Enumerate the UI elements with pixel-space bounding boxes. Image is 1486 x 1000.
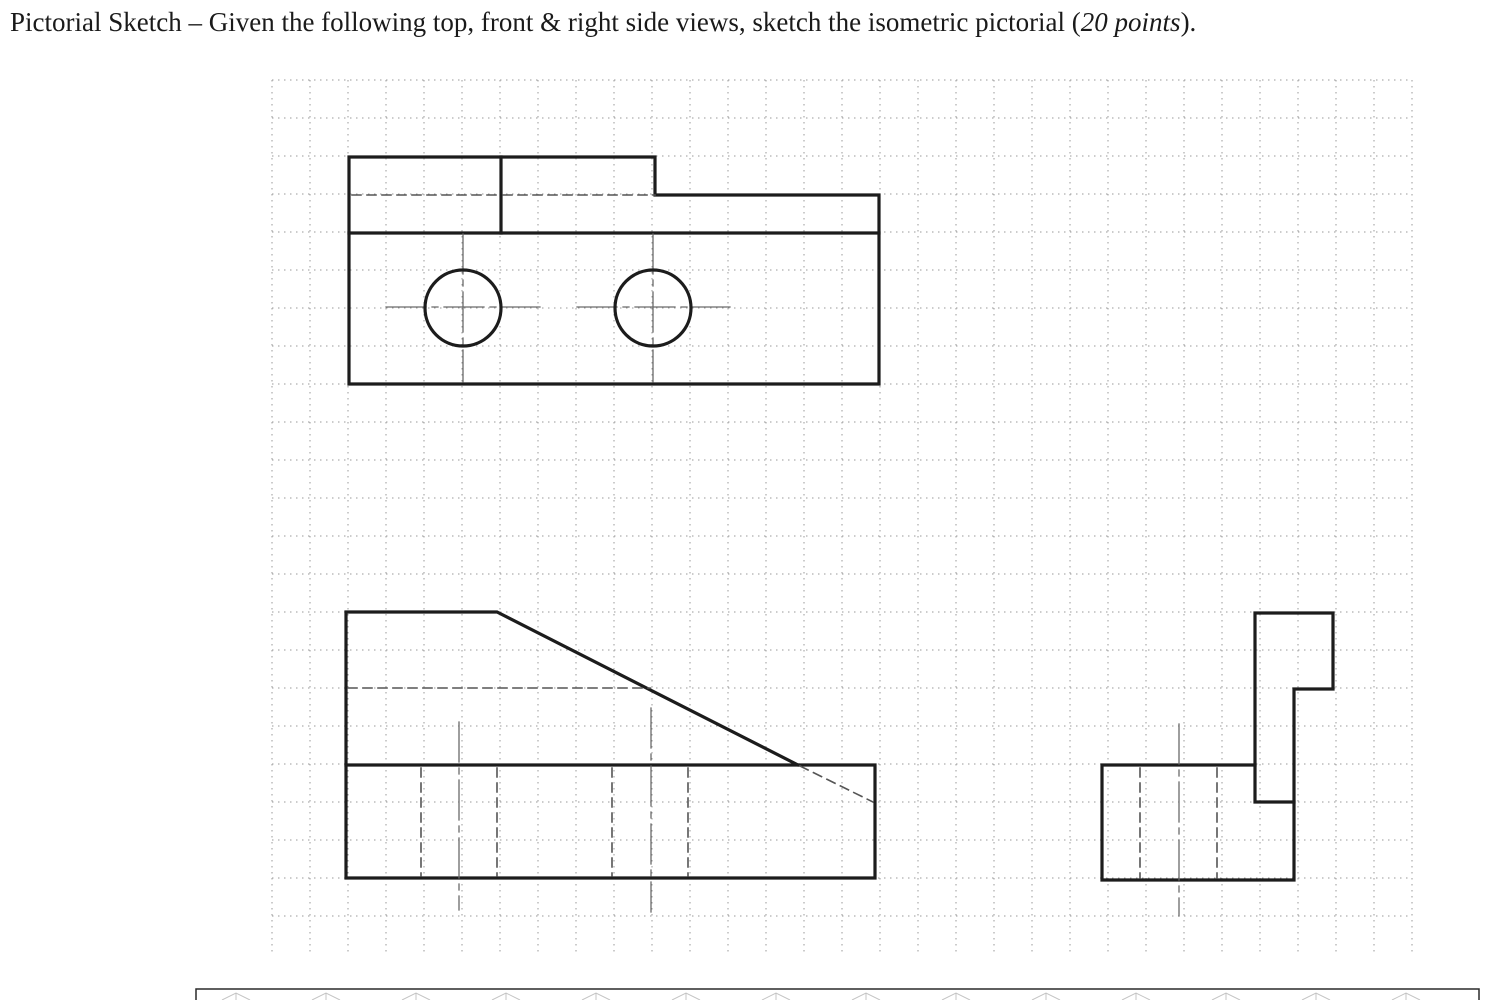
- isometric-grid-dots: [222, 993, 1420, 1000]
- isometric-grid-tick: [1032, 993, 1060, 1000]
- top-view-center-lines: [386, 234, 730, 382]
- front-view-outline: [346, 612, 875, 878]
- isometric-grid-tick: [492, 993, 520, 1000]
- isometric-grid-tick: [582, 993, 610, 1000]
- isometric-grid-tick: [1212, 993, 1240, 1000]
- isometric-grid-tick: [1302, 993, 1330, 1000]
- isometric-grid-tick: [222, 993, 250, 1000]
- instruction-lead: Pictorial Sketch – Given the following top, front & right side views, sketch the isometric pictorial (: [10, 7, 1081, 37]
- isometric-grid-tick: [852, 993, 880, 1000]
- isometric-grid-tick: [672, 993, 700, 1000]
- front-view-center-lines: [459, 708, 651, 912]
- isometric-grid-frame: [196, 989, 1479, 1000]
- front-view-hidden-lines: [348, 688, 873, 876]
- isometric-grid-tick: [942, 993, 970, 1000]
- isometric-grid-tick: [762, 993, 790, 1000]
- instruction-points-unit: points: [1114, 7, 1181, 37]
- isometric-grid-box: [196, 989, 1479, 1000]
- isometric-grid-tick: [1122, 993, 1150, 1000]
- isometric-grid-tick: [402, 993, 430, 1000]
- front-view: [346, 612, 875, 912]
- instruction-tail: ).: [1180, 7, 1197, 37]
- dotted-grid: [272, 80, 1412, 952]
- isometric-grid-tick: [312, 993, 340, 1000]
- instruction-points-value: 20: [1080, 7, 1108, 37]
- isometric-grid-tick: [1392, 993, 1420, 1000]
